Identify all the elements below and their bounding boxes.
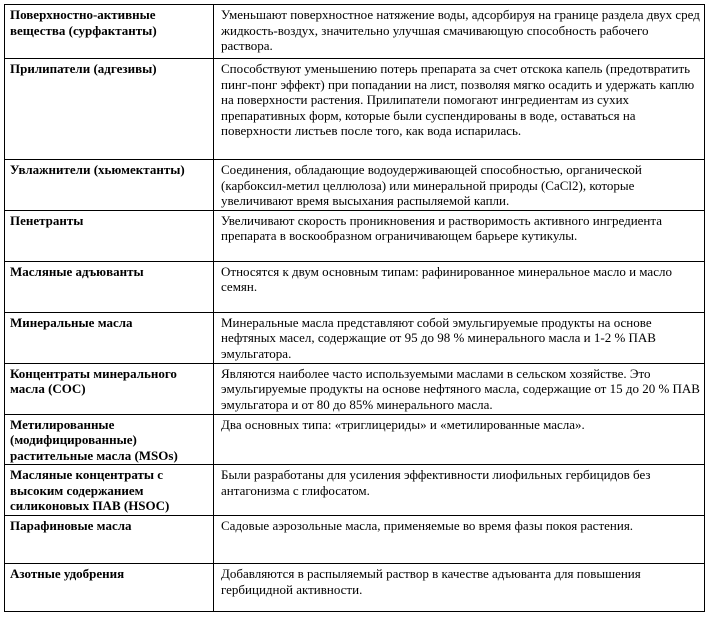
table-row (5, 160, 705, 211)
description-cell: Два основных типа: «триглицериды» и «метилированные масла». (214, 414, 705, 465)
table-row (5, 363, 705, 414)
term-cell: Азотные удобрения (5, 564, 214, 612)
adjuvant-table (4, 4, 705, 612)
term-cell: Парафиновые масла (5, 516, 214, 564)
term-cell: Метилированные (модифицированные) растительные масла (MSOs) (5, 414, 214, 465)
table-row (5, 261, 705, 312)
term-cell: Масляные адъюванты (5, 261, 214, 312)
term-cell: Масляные концентраты с высоким содержанием силиконовых ПАВ (HSOC) (5, 465, 214, 516)
term-cell: Пенетранты (5, 210, 214, 261)
table-row (5, 465, 705, 516)
description-cell: Минеральные масла представляют собой эмульгируемые продукты на основе нефтяных масел, содержащие от 95 до 98 % минерального масла и 1-2 % ПАВ эмульгатора. (214, 312, 705, 363)
term-cell: Прилипатели (адгезивы) (5, 59, 214, 160)
term-cell: Концентраты минерального масла (COC) (5, 363, 214, 414)
description-cell: Относятся к двум основным типам: рафинированное минеральное масло и масло семян. (214, 261, 705, 312)
table-row (5, 564, 705, 612)
table-row (5, 210, 705, 261)
description-cell: Способствуют уменьшению потерь препарата за счет отскока капель (предотвратить пинг-понг эффект) при попадании на лист, позволяя мягко осадить и удержать каплю на поверхности растения. Прилипатели помогают ингредиентам из сухих препаративных форм, которые были суспендированы в воде, оставаться на поверхности листьев после того, как вода испарилась. (214, 59, 705, 160)
description-cell: Садовые аэрозольные масла, применяемые во время фазы покоя растения. (214, 516, 705, 564)
table-row (5, 516, 705, 564)
description-cell: Увеличивают скорость проникновения и растворимость активного ингредиента препарата в воскообразном ограничивающем барьере кутикулы. (214, 210, 705, 261)
table-row (5, 312, 705, 363)
term-cell: Минеральные масла (5, 312, 214, 363)
table-row (5, 59, 705, 160)
table-row (5, 5, 705, 59)
term-cell: Поверхностно-активные вещества (сурфактанты) (5, 5, 214, 59)
description-cell: Добавляются в распыляемый раствор в качестве адъюванта для повышения гербицидной активности. (214, 564, 705, 612)
description-cell: Уменьшают поверхностное натяжение воды, адсорбируя на границе раздела двух сред жидкость-воздух, значительно улучшая смачивающую способность рабочего раствора. (214, 5, 705, 59)
term-cell: Увлажнители (хьюмектанты) (5, 160, 214, 211)
table-row (5, 414, 705, 465)
description-cell: Были разработаны для усиления эффективности лиофильных гербицидов без антагонизма с глифосатом. (214, 465, 705, 516)
description-cell: Соединения, обладающие водоудерживающей способностью, органической (карбоксил-метил целлюлоза) или минеральной природы (CaCl2), которые увеличивают время высыхания распыляемой капли. (214, 160, 705, 211)
description-cell: Являются наиболее часто используемыми маслами в сельском хозяйстве. Это эмульгируемые продукты на основе нефтяного масла, содержащие от 15 до 20 % ПАВ эмульгатора и от 80 до 85% минерального масла. (214, 363, 705, 414)
